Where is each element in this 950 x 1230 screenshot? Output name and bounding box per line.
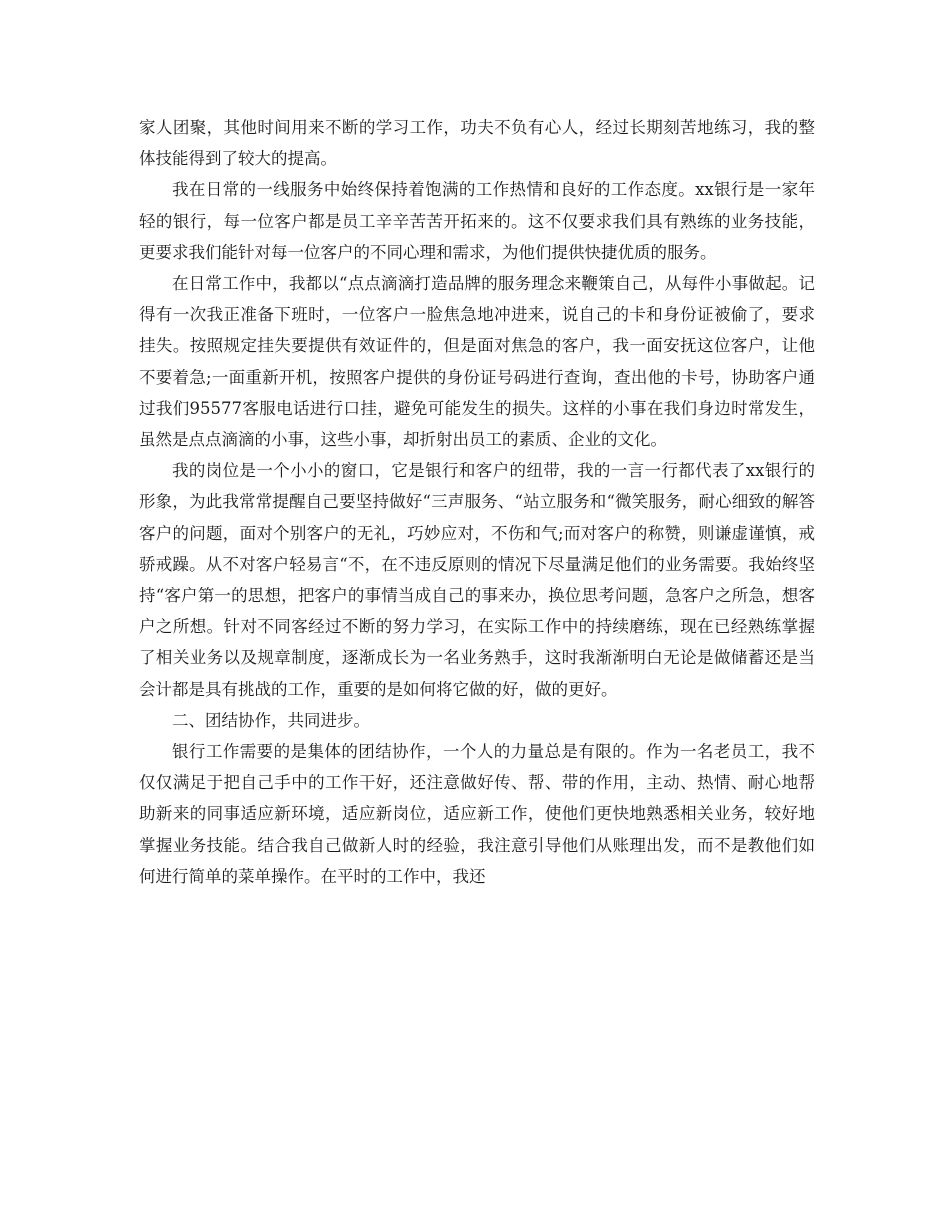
section-heading: 二、团结协作，共同进步。 <box>172 710 370 730</box>
paragraph-2: 我在日常的一线服务中始终保持着饱满的工作热情和良好的工作态度。xx银行是一家年轻的银行，每一位客户都是员工辛辛苦苦开拓来的。这不仅要求我们具有熟练的业务技能，更要求我们能针对每一位客户的不同心理和需求，为他们提供快捷优质的服务。 <box>139 180 815 262</box>
paragraph-3: 在日常工作中，我都以“点点滴滴打造品牌的服务理念来鞭策自己，从每件小事做起。记得有一次我正准备下班时，一位客户一脸焦急地冲进来，说自己的卡和身份证被偷了，要求挂失。按照规定挂失要提供有效证件的，但是面对焦急的客户，我一面安抚这位客户，让他不要着急;一面重新开机，按照客户提供的身份证号码进行查询，查出他的卡号，协助客户通过我们95577客服电话进行口挂，避免可能发生的损失。这样的小事在我们身边时常发生，虽然是点点滴滴的小事，这些小事，却折射出员工的素质、企业的文化。 <box>139 274 815 450</box>
paragraph-5: 银行工作需要的是集体的团结协作，一个人的力量总是有限的。作为一名老员工，我不仅仅满足于把自己手中的工作干好，还注意做好传、帮、带的作用，主动、热情、耐心地帮助新来的同事适应新环境，适应新岗位，适应新工作，使他们更快地熟悉相关业务，较好地掌握业务技能。结合我自己做新人时的经验，我注意引导他们从账理出发，而不是教他们如何进行简单的菜单操作。在平时的工作中，我还 <box>139 742 815 886</box>
document-body <box>139 112 815 892</box>
paragraph-1: 家人团聚，其他时间用来不断的学习工作，功夫不负有心人，经过长期刻苦地练习，我的整体技能得到了较大的提高。 <box>139 118 815 169</box>
paragraph-4: 我的岗位是一个小小的窗口，它是银行和客户的纽带，我的一言一行都代表了xx银行的形象，为此我常常提醒自己要坚持做好“三声服务、“站立服务和“微笑服务，耐心细致的解答客户的问题，面对个别客户的无礼，巧妙应对，不伤和气;而对客户的称赞，则谦虚谨慎，戒骄戒躁。从不对客户轻易言“不，在不违反原则的情况下尽量满足他们的业务需要。我始终坚持“客户第一的思想，把客户的事情当成自己的事来办，换位思考问题，急客户之所急，想客户之所想。针对不同客经过不断的努力学习，在实际工作中的持续磨练，现在已经熟练掌握了相关业务以及规章制度，逐渐成长为一名业务熟手，这时我渐渐明白无论是做储蓄还是当会计都是具有挑战的工作，重要的是如何将它做的好，做的更好。 <box>139 461 815 699</box>
